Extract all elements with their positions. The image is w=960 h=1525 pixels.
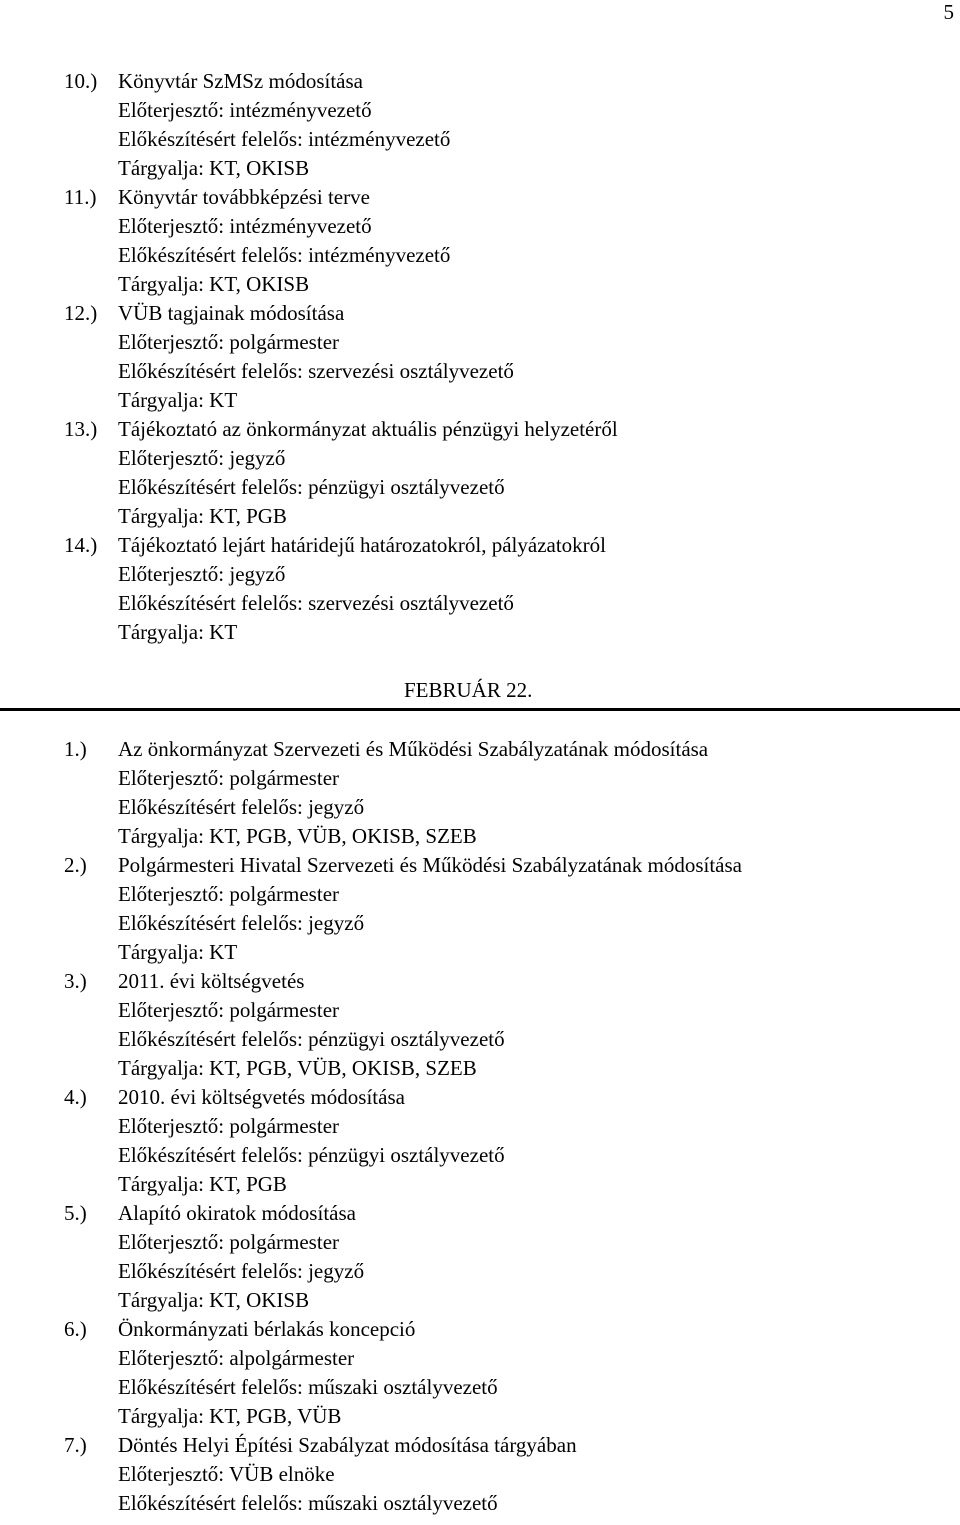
agenda-item-title: Tájékoztató lejárt határidejű határozatokról, pályázatokról bbox=[118, 533, 607, 557]
agenda-item-heading bbox=[0, 415, 960, 444]
agenda-item-number: 2.) bbox=[64, 853, 87, 877]
agenda-item-number: 4.) bbox=[64, 1085, 87, 1109]
preparer-line: Előkészítésért felelős: pénzügyi osztályvezető bbox=[118, 1143, 505, 1167]
agenda-item-number: 13.) bbox=[64, 417, 98, 441]
agenda-item bbox=[0, 1315, 960, 1431]
agenda-item-title: 2010. évi költségvetés módosítása bbox=[118, 1085, 405, 1109]
agenda-item-title: 2011. évi költségvetés bbox=[118, 969, 305, 993]
preparer-line: Előkészítésért felelős: pénzügyi osztályvezető bbox=[118, 1027, 505, 1051]
preparer-line: Előkészítésért felelős: jegyző bbox=[118, 1259, 365, 1283]
committee-line: Tárgyalja: KT, PGB bbox=[118, 504, 287, 528]
presenter-line: Előterjesztő: polgármester bbox=[118, 882, 340, 906]
agenda-item-title: Alapító okiratok módosítása bbox=[118, 1201, 356, 1225]
committee-line: Tárgyalja: KT, PGB, VÜB, OKISB, SZEB bbox=[118, 1056, 477, 1080]
agenda-item-heading bbox=[0, 1431, 960, 1460]
committee-line: Tárgyalja: KT, OKISB bbox=[118, 1288, 310, 1312]
agenda-item-title: Tájékoztató az önkormányzat aktuális pénzügyi helyzetéről bbox=[118, 417, 618, 441]
agenda-item bbox=[0, 735, 960, 851]
agenda-item-heading bbox=[0, 183, 960, 212]
committee-line: Tárgyalja: KT, PGB, VÜB bbox=[118, 1404, 342, 1428]
agenda-item-number: 12.) bbox=[64, 301, 98, 325]
agenda-item bbox=[0, 1083, 960, 1199]
agenda-item-heading bbox=[0, 851, 960, 880]
agenda-item-title: Könyvtár SzMSz módosítása bbox=[118, 69, 363, 93]
agenda-item bbox=[0, 67, 960, 183]
meeting-date-heading: FEBRUÁR 22. bbox=[404, 678, 533, 702]
preparer-line: Előkészítésért felelős: jegyző bbox=[118, 911, 365, 935]
agenda-item-title: Döntés Helyi Építési Szabályzat módosítása tárgyában bbox=[118, 1433, 577, 1457]
agenda-item-heading bbox=[0, 1315, 960, 1344]
presenter-line: Előterjesztő: polgármester bbox=[118, 1230, 340, 1254]
agenda-item-number: 11.) bbox=[64, 185, 97, 209]
agenda-item bbox=[0, 531, 960, 647]
presenter-line: Előterjesztő: polgármester bbox=[118, 1114, 340, 1138]
preparer-line: Előkészítésért felelős: intézményvezető bbox=[118, 243, 451, 267]
presenter-line: Előterjesztő: VÜB elnöke bbox=[118, 1462, 335, 1486]
agenda-item-heading bbox=[0, 67, 960, 96]
agenda-item-number: 1.) bbox=[64, 737, 87, 761]
agenda-item-number: 10.) bbox=[64, 69, 98, 93]
agenda-item bbox=[0, 851, 960, 967]
section-divider bbox=[0, 708, 960, 711]
preparer-line: Előkészítésért felelős: szervezési osztályvezető bbox=[118, 591, 514, 615]
committee-line: Tárgyalja: KT, PGB bbox=[118, 1172, 287, 1196]
committee-line: Tárgyalja: KT bbox=[118, 620, 238, 644]
agenda-item bbox=[0, 299, 960, 415]
presenter-line: Előterjesztő: polgármester bbox=[118, 330, 340, 354]
committee-line: Tárgyalja: KT, OKISB bbox=[118, 156, 310, 180]
presenter-line: Előterjesztő: alpolgármester bbox=[118, 1346, 355, 1370]
agenda-item-heading bbox=[0, 299, 960, 328]
agenda-item-number: 7.) bbox=[64, 1433, 87, 1457]
page-number: 5 bbox=[943, 0, 954, 24]
preparer-line: Előkészítésért felelős: pénzügyi osztályvezető bbox=[118, 475, 505, 499]
agenda-item bbox=[0, 1431, 960, 1518]
committee-line: Tárgyalja: KT, PGB, VÜB, OKISB, SZEB bbox=[118, 824, 477, 848]
preparer-line: Előkészítésért felelős: műszaki osztályvezető bbox=[118, 1375, 498, 1399]
agenda-item bbox=[0, 1199, 960, 1315]
presenter-line: Előterjesztő: intézményvezető bbox=[118, 214, 372, 238]
committee-line: Tárgyalja: KT, OKISB bbox=[118, 272, 310, 296]
agenda-section-1 bbox=[0, 67, 960, 647]
presenter-line: Előterjesztő: polgármester bbox=[118, 998, 340, 1022]
presenter-line: Előterjesztő: polgármester bbox=[118, 766, 340, 790]
agenda-item bbox=[0, 415, 960, 531]
agenda-item-title: Könyvtár továbbképzési terve bbox=[118, 185, 370, 209]
agenda-item-title: Polgármesteri Hivatal Szervezeti és Működési Szabályzatának módosítása bbox=[118, 853, 742, 877]
agenda-item-title: VÜB tagjainak módosítása bbox=[118, 301, 345, 325]
agenda-item-title: Önkormányzati bérlakás koncepció bbox=[118, 1317, 416, 1341]
agenda-item-heading bbox=[0, 531, 960, 560]
preparer-line: Előkészítésért felelős: jegyző bbox=[118, 795, 365, 819]
committee-line: Tárgyalja: KT bbox=[118, 388, 238, 412]
agenda-item-heading bbox=[0, 967, 960, 996]
agenda-item-title: Az önkormányzat Szervezeti és Működési Szabályzatának módosítása bbox=[118, 737, 709, 761]
presenter-line: Előterjesztő: jegyző bbox=[118, 446, 286, 470]
preparer-line: Előkészítésért felelős: intézményvezető bbox=[118, 127, 451, 151]
agenda-item-number: 14.) bbox=[64, 533, 98, 557]
agenda-item bbox=[0, 967, 960, 1083]
agenda-item-number: 5.) bbox=[64, 1201, 87, 1225]
agenda-item bbox=[0, 183, 960, 299]
agenda-item-heading bbox=[0, 735, 960, 764]
agenda-item-number: 3.) bbox=[64, 969, 87, 993]
committee-line: Tárgyalja: KT bbox=[118, 940, 238, 964]
preparer-line: Előkészítésért felelős: műszaki osztályvezető bbox=[118, 1491, 498, 1515]
presenter-line: Előterjesztő: jegyző bbox=[118, 562, 286, 586]
agenda-section-2 bbox=[0, 735, 960, 1518]
preparer-line: Előkészítésért felelős: szervezési osztályvezető bbox=[118, 359, 514, 383]
agenda-item-heading bbox=[0, 1083, 960, 1112]
agenda-item-number: 6.) bbox=[64, 1317, 87, 1341]
presenter-line: Előterjesztő: intézményvezető bbox=[118, 98, 372, 122]
agenda-item-heading bbox=[0, 1199, 960, 1228]
